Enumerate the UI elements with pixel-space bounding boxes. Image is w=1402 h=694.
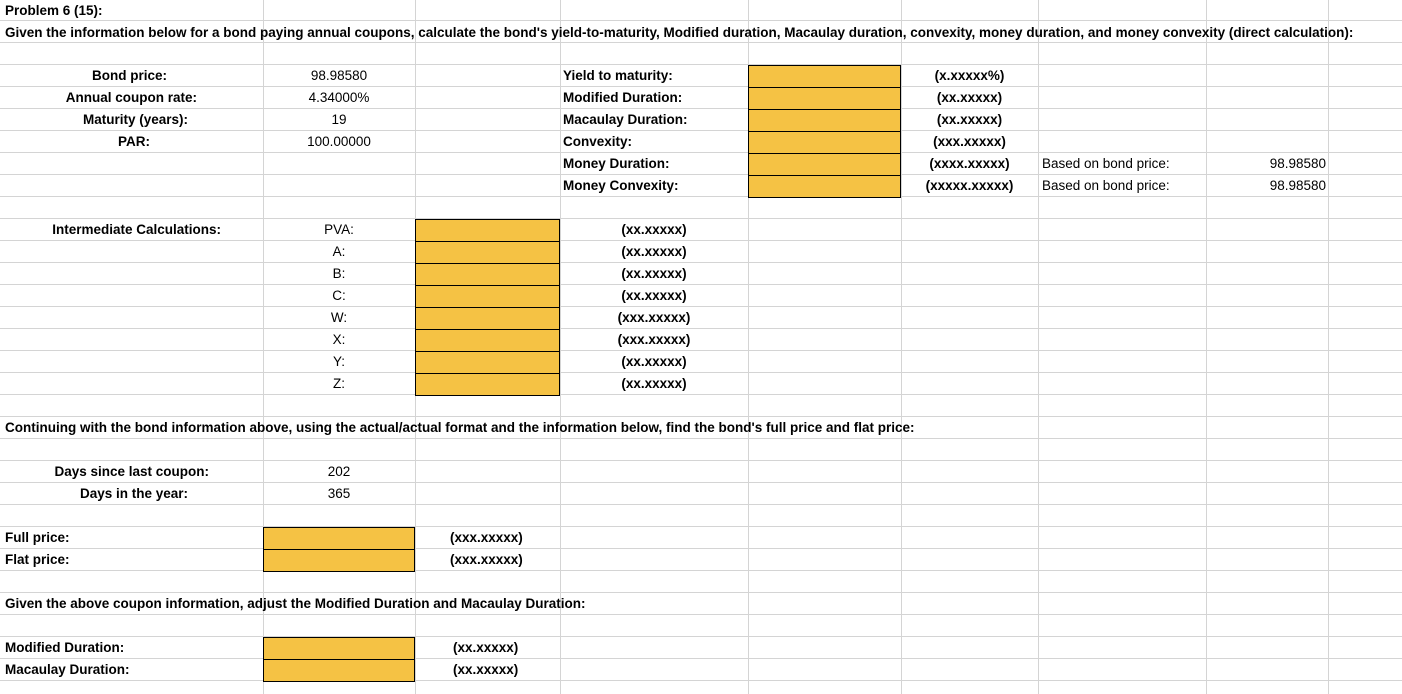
intermediate-answer-cell[interactable] — [415, 219, 560, 242]
adjusted-macaulay-duration-answer-cell[interactable] — [263, 659, 415, 682]
par-value[interactable]: 100.00000 — [307, 134, 371, 149]
modified-duration-answer-cell[interactable] — [748, 87, 901, 110]
days-since-label: Days since last coupon: — [54, 464, 209, 479]
adjust-text: Given the above coupon information, adjust the Modified Duration and Macaulay Duration: — [5, 596, 586, 611]
intermediate-format: (xx.xxxxx) — [621, 288, 687, 303]
maturity-label: Maturity (years): — [82, 112, 188, 127]
days-since-value[interactable]: 202 — [327, 464, 351, 479]
money-convexity-note-value[interactable]: 98.98580 — [1269, 178, 1326, 193]
money-duration-answer-cell[interactable] — [748, 153, 901, 176]
intermediate-format: (xx.xxxxx) — [621, 222, 687, 237]
intermediate-answer-cell[interactable] — [415, 307, 560, 330]
money-convexity-note: Based on bond price: — [1042, 178, 1170, 193]
intermediate-label: Y: — [332, 354, 345, 369]
intermediate-answer-cell[interactable] — [415, 373, 560, 396]
ytm-answer-cell[interactable] — [748, 65, 901, 88]
intermediate-label: Z: — [333, 376, 345, 391]
coupon-rate-value[interactable]: 4.34000% — [308, 90, 370, 105]
intermediate-format: (xx.xxxxx) — [621, 266, 687, 281]
days-in-year-value[interactable]: 365 — [327, 486, 351, 501]
full-price-label: Full price: — [5, 530, 70, 545]
money-convexity-label: Money Convexity: — [563, 178, 679, 193]
adjusted-macaulay-duration-label: Macaulay Duration: — [5, 662, 130, 677]
convexity-format: (xxx.xxxxx) — [933, 134, 1006, 149]
ytm-format: (x.xxxxx%) — [934, 68, 1005, 83]
intermediate-answer-cell[interactable] — [415, 263, 560, 286]
intermediate-format: (xx.xxxxx) — [621, 244, 687, 259]
intermediate-format: (xx.xxxxx) — [621, 376, 687, 391]
adjusted-modified-duration-label: Modified Duration: — [5, 640, 125, 655]
maturity-value[interactable]: 19 — [331, 112, 347, 127]
modified-duration-label: Modified Duration: — [563, 90, 683, 105]
ytm-label: Yield to maturity: — [563, 68, 673, 83]
problem-title: Problem 6 (15): — [5, 3, 103, 18]
macaulay-duration-label: Macaulay Duration: — [563, 112, 688, 127]
bond-price-value[interactable]: 98.98580 — [310, 68, 368, 83]
intermediate-label: B: — [332, 266, 346, 281]
money-duration-format: (xxxx.xxxxx) — [929, 156, 1010, 171]
convexity-label: Convexity: — [563, 134, 633, 149]
intermediate-label: A: — [332, 244, 346, 259]
intermediate-format: (xx.xxxxx) — [621, 354, 687, 369]
convexity-answer-cell[interactable] — [748, 131, 901, 154]
coupon-rate-label: Annual coupon rate: — [65, 90, 197, 105]
intermediate-format: (xxx.xxxxx) — [617, 332, 691, 347]
full-price-answer-cell[interactable] — [263, 527, 415, 550]
instructions-text: Given the information below for a bond paying annual coupons, calculate the bond's yield-to-maturity, Modified duration, Macaulay duration, convexity, money duration, and money convexity (direct calculation): — [5, 25, 1354, 40]
money-duration-note: Based on bond price: — [1042, 156, 1170, 171]
intermediate-format: (xxx.xxxxx) — [617, 310, 691, 325]
intermediate-answer-cell[interactable] — [415, 351, 560, 374]
flat-price-format: (xxx.xxxxx) — [450, 552, 523, 567]
intermediate-label: X: — [332, 332, 346, 347]
continuing-text: Continuing with the bond information above, using the actual/actual format and the information below, find the bond's full price and flat price: — [5, 420, 915, 435]
modified-duration-format: (xx.xxxxx) — [936, 90, 1003, 105]
intermediate-label: W: — [330, 310, 348, 325]
bond-price-label: Bond price: — [91, 68, 167, 83]
money-duration-label: Money Duration: — [563, 156, 670, 171]
flat-price-label: Flat price: — [5, 552, 70, 567]
intermediate-label: C: — [332, 288, 346, 303]
intermediate-answer-cell[interactable] — [415, 329, 560, 352]
money-duration-note-value[interactable]: 98.98580 — [1269, 156, 1326, 171]
money-convexity-format: (xxxxx.xxxxx) — [925, 178, 1014, 193]
adjusted-macaulay-duration-format: (xx.xxxxx) — [453, 662, 519, 677]
full-price-format: (xxx.xxxxx) — [450, 530, 523, 545]
macaulay-duration-answer-cell[interactable] — [748, 109, 901, 132]
macaulay-duration-format: (xx.xxxxx) — [936, 112, 1003, 127]
adjusted-modified-duration-format: (xx.xxxxx) — [453, 640, 519, 655]
intermediate-answer-cell[interactable] — [415, 241, 560, 264]
adjusted-modified-duration-answer-cell[interactable] — [263, 637, 415, 660]
intermediate-answer-cell[interactable] — [415, 285, 560, 308]
intermediate-label: PVA: — [324, 222, 354, 237]
flat-price-answer-cell[interactable] — [263, 549, 415, 572]
money-convexity-answer-cell[interactable] — [748, 175, 901, 198]
par-label: PAR: — [118, 134, 150, 149]
days-in-year-label: Days in the year: — [79, 486, 188, 501]
intermediate-heading: Intermediate Calculations: — [52, 222, 221, 237]
